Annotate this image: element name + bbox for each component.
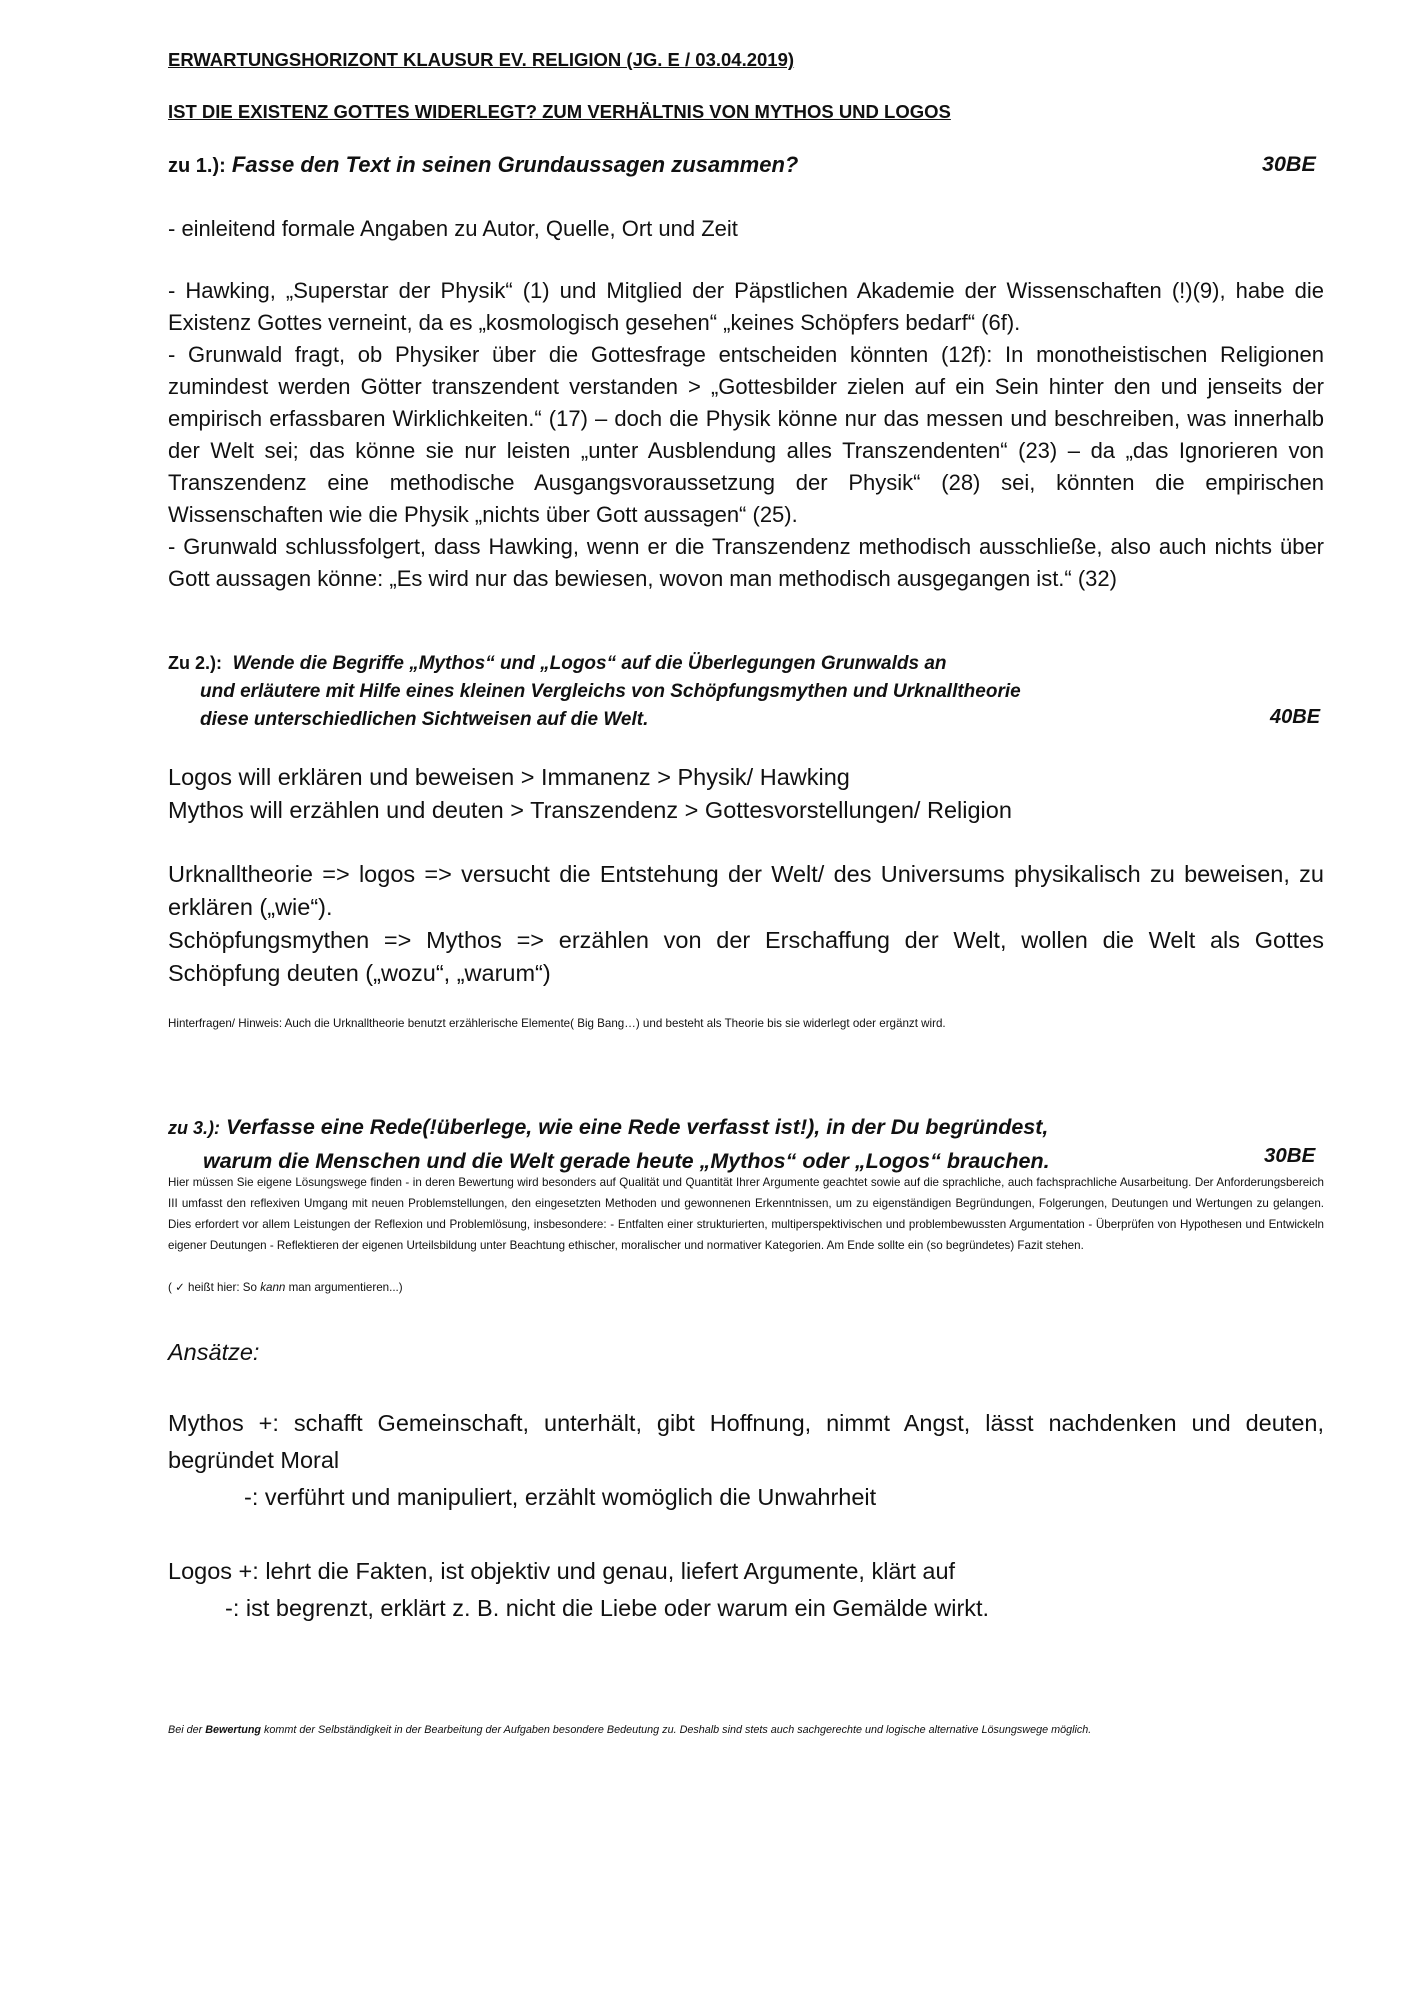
task1-question: Fasse den Text in seinen Grundaussagen zusammen? (225, 152, 799, 177)
logos-arguments (168, 1553, 1324, 1627)
task2-question-line2: und erläutere mit Hilfe eines kleinen Vergleichs von Schöpfungsmythen und Urknalltheorie (200, 681, 1021, 702)
mythos-minus: -: verführt und manipuliert, erzählt womöglich die Unwahrheit (244, 1484, 877, 1510)
footer-note: Bei der Bewertung kommt der Selbständigkeit in der Bearbeitung der Aufgaben besondere Bedeutung zu. Deshalb sind stets auch sachgerechte und logische alternative Lösungswege möglich. (168, 1724, 1092, 1736)
mythos-plus: Mythos +: schafft Gemeinschaft, unterhält, gibt Hoffnung, nimmt Angst, lässt nachdenken und deuten, begründet Moral (168, 1410, 1324, 1473)
task1-paragraph-hawking: - Hawking, „Superstar der Physik“ (1) und Mitglied der Päpstlichen Akademie der Wissenschaften (!)(9), habe die Existenz Gottes verneint, da es „kosmologisch gesehen“ „keines Schöpfers bedarf“ (6f). (168, 278, 1324, 335)
task3-check-note: ( ✓ heißt hier: So kann man argumentieren...) (168, 1281, 403, 1294)
task2-comparison (168, 858, 1324, 990)
schoepfung-comparison: Schöpfungsmythen => Mythos => erzählen von der Erschaffung der Welt, wollen die Welt als Gottes Schöpfung deuten („wozu“, „warum“) (168, 927, 1324, 986)
task3-ansaetze-label: Ansätze: (168, 1339, 260, 1365)
logos-definition: Logos will erklären und beweisen > Immanenz > Physik/ Hawking (168, 764, 850, 790)
task1-intro: - einleitend formale Angaben zu Autor, Quelle, Ort und Zeit (168, 216, 738, 241)
task2-question-line1: Wende die Begriffe „Mythos“ und „Logos“ auf die Überlegungen Grunwalds an (232, 653, 947, 674)
task3-points: 30BE (1264, 1144, 1316, 1167)
task1-paragraph-grunwald: - Grunwald fragt, ob Physiker über die Gottesfrage entscheiden könnten (12f): In monotheistischen Religionen zumindest werden Götter transzendent verstanden > „Gottesbilder zielen auf ein Sein hinter den und jenseits der empirisch erfassbaren Wirklichkeiten.“ (17) – doch die Physik könne nur das messen und beschreiben, was innerhalb der Welt sei; das könne sie nur leisten „unter Ausblendung alles Transzendenten“ (23) – da „das Ignorieren von Transzendenz eine methodische Ausgangsvoraussetzung der Physik“ (28) sei, könnten die empirischen Wissenschaften wie die Physik „nichts über Gott aussagen“ (25). (168, 342, 1324, 527)
urknall-comparison: Urknalltheorie => logos => versucht die Entstehung der Welt/ des Universums physikalisch zu beweisen, zu erklären („wie“). (168, 861, 1324, 920)
document-subtitle: IST DIE EXISTENZ GOTTES WIDERLEGT? ZUM VERHÄLTNIS VON MYTHOS UND LOGOS (168, 101, 951, 122)
task2-question-line3: diese unterschiedlichen Sichtweisen auf die Welt. (200, 709, 649, 730)
task2-heading (168, 649, 1021, 734)
logos-minus: -: ist begrenzt, erklärt z. B. nicht die Liebe oder warum ein Gemälde wirkt. (225, 1595, 990, 1621)
task3-question-line2: warum die Menschen und die Welt gerade heute „Mythos“ oder „Logos“ brauchen. (203, 1149, 1050, 1173)
mythos-definition: Mythos will erzählen und deuten > Transzendenz > Gottesvorstellungen/ Religion (168, 797, 1012, 823)
task1-paragraph-conclusion: - Grunwald schlussfolgert, dass Hawking, wenn er die Transzendenz methodisch ausschließe, also auch nichts über Gott aussagen könne: „Es wird nur das bewiesen, wovon man methodisch ausgegangen ist.“ (32) (168, 534, 1324, 591)
logos-plus: Logos +: lehrt die Fakten, ist objektiv und genau, liefert Argumente, klärt auf (168, 1558, 956, 1584)
document-title: ERWARTUNGSHORIZONT KLAUSUR EV. RELIGION (JG. E / 03.04.2019) (168, 49, 795, 70)
task2-prefix: Zu 2.): (168, 653, 222, 673)
task1-heading (168, 152, 798, 178)
task3-question-line1: Verfasse eine Rede(!überlege, wie eine Rede verfasst ist!), in der Du begründest, (220, 1115, 1049, 1139)
task2-definitions (168, 761, 1324, 827)
mythos-arguments (168, 1405, 1324, 1516)
task3-instructions: Hier müssen Sie eigene Lösungswege finden - in deren Bewertung wird besonders auf Qualität und Quantität Ihrer Argumente geachtet sowie auf die sprachliche, auch fachsprachliche Ausarbeitung. Der Anforderungsbereich III umfasst den reflexiven Umgang mit neuen Problemstellungen, den eingesetzten Methoden und gewonnenen Erkenntnissen, um zu eigenständigen Begründungen, Folgerungen, Deutungen und Wertungen zu gelangen. Dies erfordert vor allem Leistungen der Reflexion und Problemlösung, insbesondere: - Entfalten einer strukturierten, multiperspektivischen und problembewussten Argumentation - Überprüfen von Hypothesen und Entwickeln eigener Deutungen - Reflektieren der eigenen Urteilsbildung unter Beachtung ethischer, moralischer und normativer Kategorien. Am Ende sollte ein (so begründetes) Fazit stehen. (168, 1176, 1324, 1252)
task2-points: 40BE (1270, 706, 1321, 728)
task1-prefix: zu 1.): (168, 155, 226, 177)
task2-hint: Hinterfragen/ Hinweis: Auch die Urknalltheorie benutzt erzählerische Elemente( Big Bang…) und besteht als Theorie bis sie widerlegt oder ergänzt wird. (168, 1017, 946, 1030)
task3-prefix: zu 3.): (168, 1118, 220, 1138)
task1-points: 30BE (1262, 152, 1316, 176)
task3-heading (168, 1111, 1050, 1178)
task1-summary (168, 275, 1324, 595)
